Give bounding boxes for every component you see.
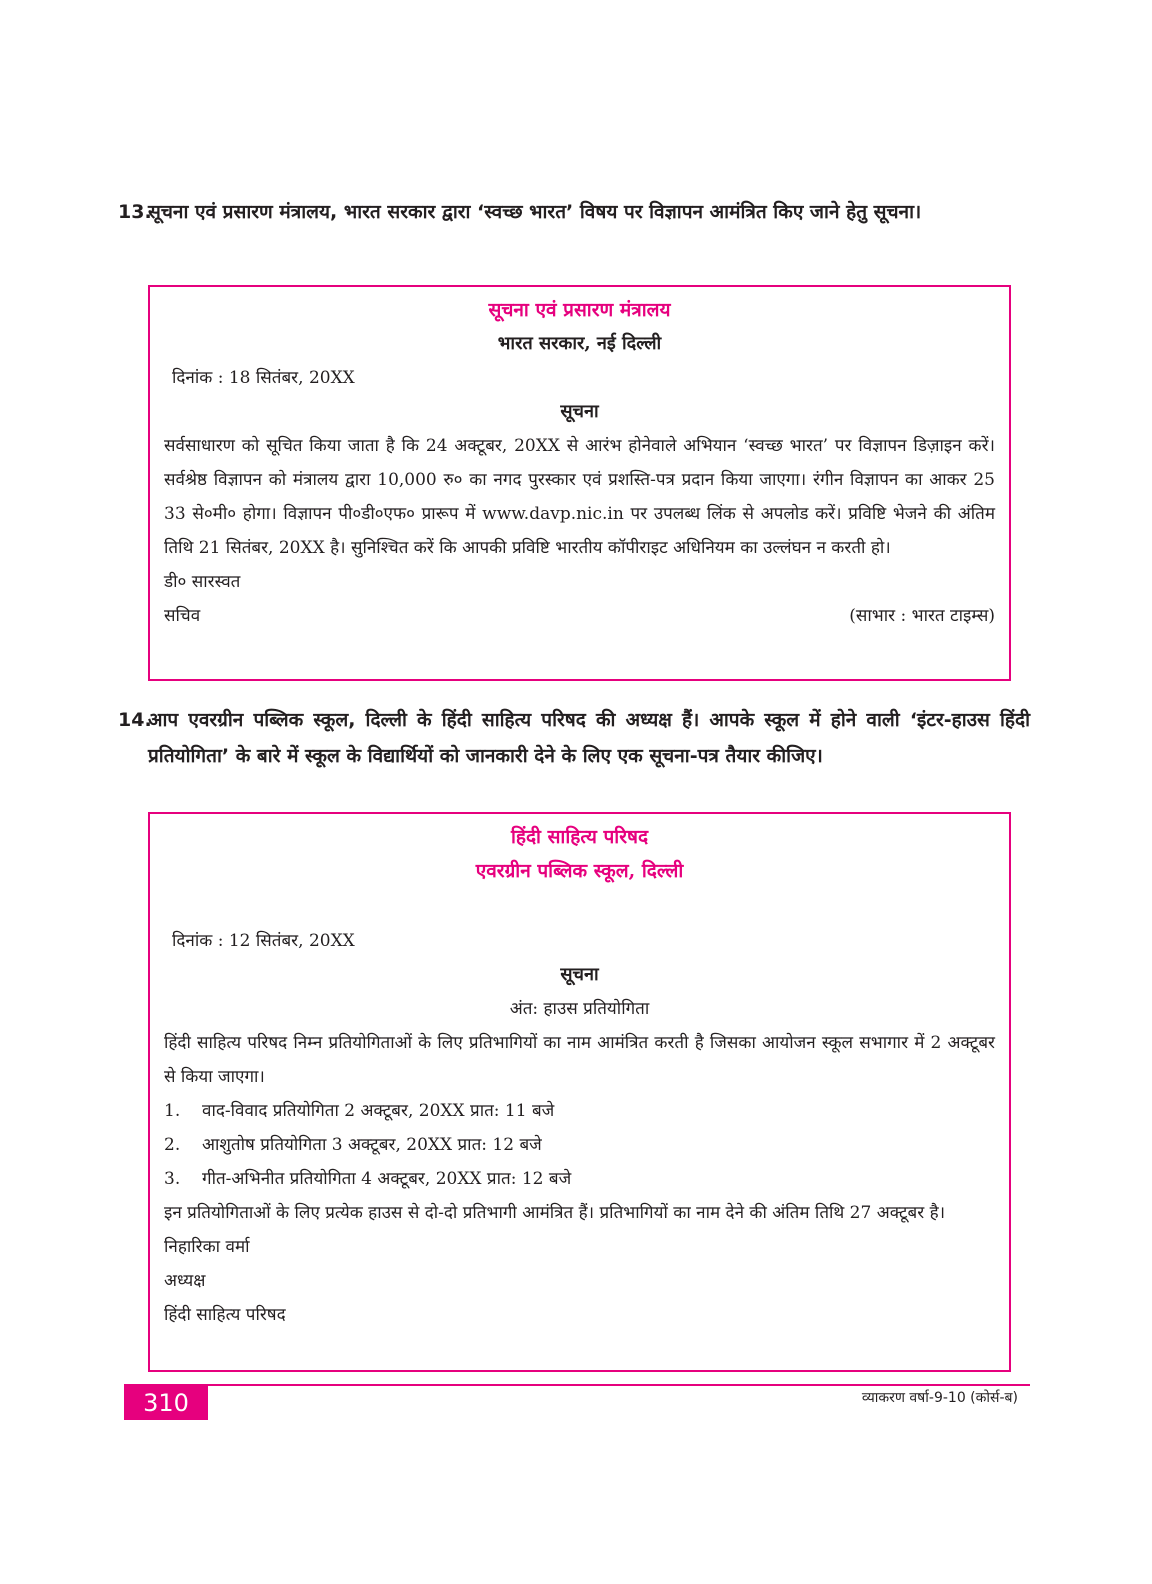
notice-date: दिनांक : 12 सितंबर, 20XX (172, 931, 355, 951)
notice-box-parishad (148, 812, 1011, 1372)
question-text: आप एवरग्रीन पब्लिक स्कूल, दिल्ली के हिंदी साहित्य परिषद की अध्यक्ष हैं। आपके स्कूल में होने वाली ‘इंटर-हाउस हिंदी प्रतियोगिता’ के बारे में स्कूल के विद्यार्थियों को जानकारी देने के लिए एक सूचना-पत्र तैयार कीजिए। (148, 709, 1030, 767)
notice-org-title: सूचना एवं प्रसारण मंत्रालय (488, 299, 671, 321)
question-text: सूचना एवं प्रसारण मंत्रालय, भारत सरकार द्वारा ‘स्वच्छ भारत’ विषय पर विज्ञापन आमंत्रित किए जाने हेतु सूचना। (148, 201, 922, 223)
notice-designation: अध्यक्ष (164, 1271, 206, 1291)
question-14 (118, 702, 1030, 774)
notice-heading: सूचना (560, 964, 599, 985)
notice-signatory: निहारिका वर्मा (164, 1237, 250, 1257)
notice-credit: (साभार : भारत टाइम्स) (849, 606, 995, 626)
notice-org-title: हिंदी साहित्य परिषद (510, 826, 649, 848)
notice-date: दिनांक : 18 सितंबर, 20XX (172, 368, 355, 388)
list-item-number: 3. (164, 1169, 181, 1189)
list-item-text: आशुतोष प्रतियोगिता 3 अक्टूबर, 20XX प्रात: 12 बजे (202, 1135, 542, 1155)
notice-closing: इन प्रतियोगिताओं के लिए प्रत्येक हाउस से दो-दो प्रतिभागी आमंत्रित हैं। प्रतिभागियों का नाम देने की अंतिम तिथि 27 अक्टूबर है। (164, 1203, 946, 1223)
spacer (164, 888, 995, 924)
question-number: 13. (118, 201, 152, 223)
notice-school: एवरग्रीन पब्लिक स्कूल, दिल्ली (475, 860, 684, 882)
notice-body: सर्वसाधारण को सूचित किया जाता है कि 24 अक्टूबर, 20XX से आरंभ होनेवाले अभियान ‘स्वच्छ भारत’ पर विज्ञापन डिज़ाइन करें। सर्वश्रेष्ठ विज्ञापन को मंत्रालय द्वारा 10,000 रु० का नगद पुरस्कार एवं प्रशस्ति-पत्र प्रदान किया जाएगा। रंगीन विज्ञापन का आकर 25 33 से०मी० होगा। विज्ञापन पी०डी०एफ० प्रारूप में www.davp.nic.in पर उपलब्ध लिंक से अपलोड करें। प्रविष्टि भेजने की अंतिम तिथि 21 सितंबर, 20XX है। सुनिश्चित करें कि आपकी प्रविष्टि भारतीय कॉपीराइट अधिनियम का उल्लंघन न करती हो। (164, 436, 995, 558)
question-13 (118, 194, 1030, 230)
notice-intro: हिंदी साहित्य परिषद निम्न प्रतियोगिताओं के लिए प्रतिभागियों का नाम आमंत्रित करती है जिसका आयोजन स्कूल सभागार में 2 अक्टूबर से किया जाएगा। (164, 1033, 995, 1087)
competition-list (164, 1094, 995, 1196)
list-item (164, 1128, 995, 1162)
footer-divider (124, 1384, 1030, 1386)
notice-designation: सचिव (164, 606, 201, 626)
notice-sign-row (164, 599, 995, 633)
notice-heading: सूचना (560, 401, 599, 422)
list-item-text: वाद-विवाद प्रतियोगिता 2 अक्टूबर, 20XX प्रात: 11 बजे (202, 1101, 555, 1121)
list-item (164, 1094, 995, 1128)
list-item-number: 1. (164, 1101, 181, 1121)
page-number: 310 (124, 1386, 208, 1420)
notice-signatory: डी० सारस्वत (164, 572, 241, 592)
notice-box-ministry (148, 285, 1011, 681)
notice-subheading: अंत: हाउस प्रतियोगिता (509, 999, 650, 1019)
question-number: 14. (118, 709, 152, 731)
list-item (164, 1162, 995, 1196)
notice-sub-org: भारत सरकार, नई दिल्ली (497, 333, 662, 354)
book-title: व्याकरण वर्षा-9-10 (कोर्स-ब) (861, 1390, 1018, 1406)
list-item-text: गीत-अभिनीत प्रतियोगिता 4 अक्टूबर, 20XX प्रात: 12 बजे (202, 1169, 572, 1189)
notice-org-sign: हिंदी साहित्य परिषद (164, 1305, 286, 1325)
list-item-number: 2. (164, 1135, 181, 1155)
